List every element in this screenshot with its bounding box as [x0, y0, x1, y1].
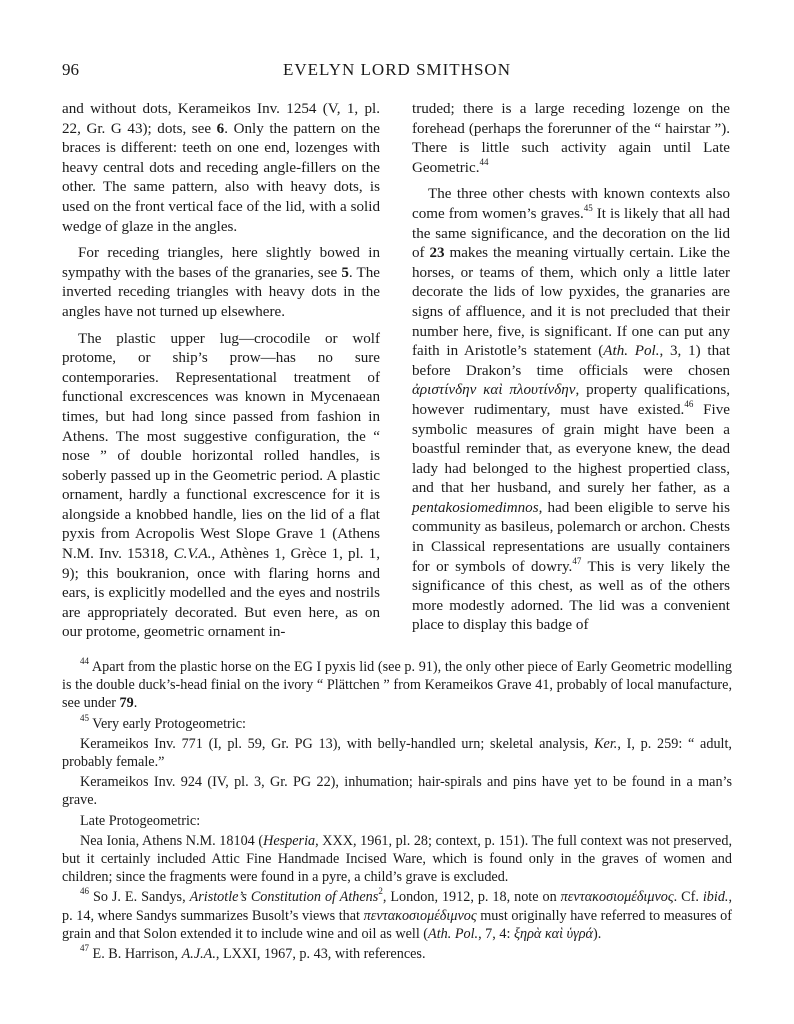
right-column	[412, 100, 730, 643]
catalogue-ref: 5	[341, 264, 349, 281]
catalogue-ref: 23	[429, 245, 445, 262]
footnote-marker: 46	[684, 398, 694, 409]
greek-text: πεντακοσιομέδιμνος	[560, 889, 674, 906]
footnote-45-item: Kerameikos Inv. 924 (IV, pl. 3, Gr. PG 22), inhumation; hair-spirals and pins have yet to be found in a man’s grave.	[62, 774, 732, 809]
greek-text: πεντακοσιομέδιμνος	[363, 907, 477, 924]
footnote-45: $^{45}$ Very early Protogeometric:	[80, 712, 246, 732]
catalogue-ref: 6	[216, 120, 225, 137]
footnote-45-item: Nea Ionia, Athens N.M. 18104 (Hesperia, XXX, 1961, pl. 28; context, p. 151). The full context was not preserved, but it certainly included Attic Fine Handmade Incised Ware, which is found only in the graves of women and children; since the fragments were found in a pyre, a child’s grave is excluded.	[62, 832, 732, 886]
footnote-45-subhead: Late Protogeometric:	[80, 812, 201, 829]
paragraph: For receding triangles, here slightly bowed in sympathy with the bases of the granaries, see 5. The inverted receding triangles with heavy dots in the angles have not turned up elsewhere.	[62, 245, 380, 320]
greek-text: ξηρὰ καὶ ὑγρά	[513, 925, 593, 942]
footnote-marker: 45	[583, 202, 593, 213]
page-number: 96	[62, 60, 79, 79]
paragraph: The three other chests with known contexts also come from women’s graves.$^{45}$ It is likely that all had the same significance, and the decoration on the lid of 23 makes the meaning virtually certain. Like the horses, or teams of them, which only a little later decorate the lids of low pyxides, the granaries are signs of affluence, and it is not precluded that their number here, five, is significant. If one can put any faith in Aristotle’s statement (Ath. Pol., 3, 1) that before Drakon’s time officials were chosen ἀριστίνδην καὶ πλουτίνδην, property qualifications, however rudimentary, must have existed.$^{46}$ Five symbolic measures of grain might have been a boastful reminder that, as everyone knew, the dead lady had belonged to the highest propertied class, and that her husband, and surely her father, as a pentakosiomedimnos, had been eligible to serve his community as basileus, polemarch or archon. Chests in Classical representations are usually containers for or symbols of dowry.$^{47}$ This is very likely the significance of this chest, as well as of the others more modestly adorned. The lid was a convenient place to display this badge of	[412, 186, 731, 634]
footnote-44: $^{44}$ Apart from the plastic horse on the EG I pyxis lid (see p. 91), the only other piece of Early Geometric modelling is the double duck’s-head finial on the ivory “ Plättchen ” from Kerameikos Grave 41, probably of local manufacture, see under 79.	[62, 656, 732, 712]
footnote-marker: 47	[572, 555, 582, 566]
footnote-47: $^{47}$ E. B. Harrison, A.J.A., LXXI, 1967, p. 43, with references.	[80, 943, 426, 963]
footnote-45-item: Kerameikos Inv. 771 (I, pl. 59, Gr. PG 13), with belly-handled urn; skeletal analysis, Ker., I, p. 259: “ adult, probably female.”	[62, 735, 732, 771]
footnote-46: $^{46}$ So J. E. Sandys, Aristotle’s Constitution of Athens$^2$, London, 1912, p. 18, note on πεντακοσιομέδιμνος. Cf. ibid., p. 14, where Sandys summarizes Busolt’s views that πεντακοσιομέδιμνος must originally have referred to measures of grain and that Solon extended it to include wine and oil as well (Ath. Pol., 7, 4: ξηρὰ καὶ ὑγρά).	[62, 886, 733, 942]
left-column	[62, 100, 380, 650]
page-header	[62, 60, 732, 84]
footnotes	[62, 658, 732, 965]
paragraph: The plastic upper lug—crocodile or wolf protome, or ship’s prow—has no sure contemporaries. Representational treatment of functional excrescences was known in Mycenaean times, but had long since passed from fashion in Athens. The most suggestive configuration, the “ nose ” of double horizontal rolled handles, is soberly passed up in the Geometric period. A plastic ornament, hardly a functional excrescence for it is alongside a knobbed handle, lies on the lid of a flat pyxis from Acropolis West Slope Grave 1 (Athens N.M. Inv. 15318, C.V.A., Athènes 1, Grèce 1, pl. 1, 9); this boukranion, once with flaring horns and ears, is explicitly modelled and the eyes and nostrils are appropriately decorated. But even here, as on our protome, geometric ornament in-	[62, 330, 380, 641]
greek-text: ἀριστίνδην καὶ πλουτίνδην	[412, 382, 576, 399]
footnote-marker: 44	[479, 156, 489, 167]
paragraph: truded; there is a large receding lozenge on the forehead (perhaps the forerunner of the “ hairstar ”). There is little such activity again until Late Geometric.$^{44}$	[412, 101, 730, 176]
paragraph: and without dots, Kerameikos Inv. 1254 (V, 1, pl. 22, Gr. G 43); dots, see 6. Only the pattern on the braces is different: teeth on one end, lozenges with heavy central dots and receding angle-fillers on the other. The same pattern, also with heavy dots, is used on the front vertical face of the lid, with a solid wedge of glaze in the angles.	[62, 101, 380, 235]
catalogue-ref: 79	[119, 695, 134, 712]
running-title: EVELYN LORD SMITHSON	[283, 60, 511, 79]
